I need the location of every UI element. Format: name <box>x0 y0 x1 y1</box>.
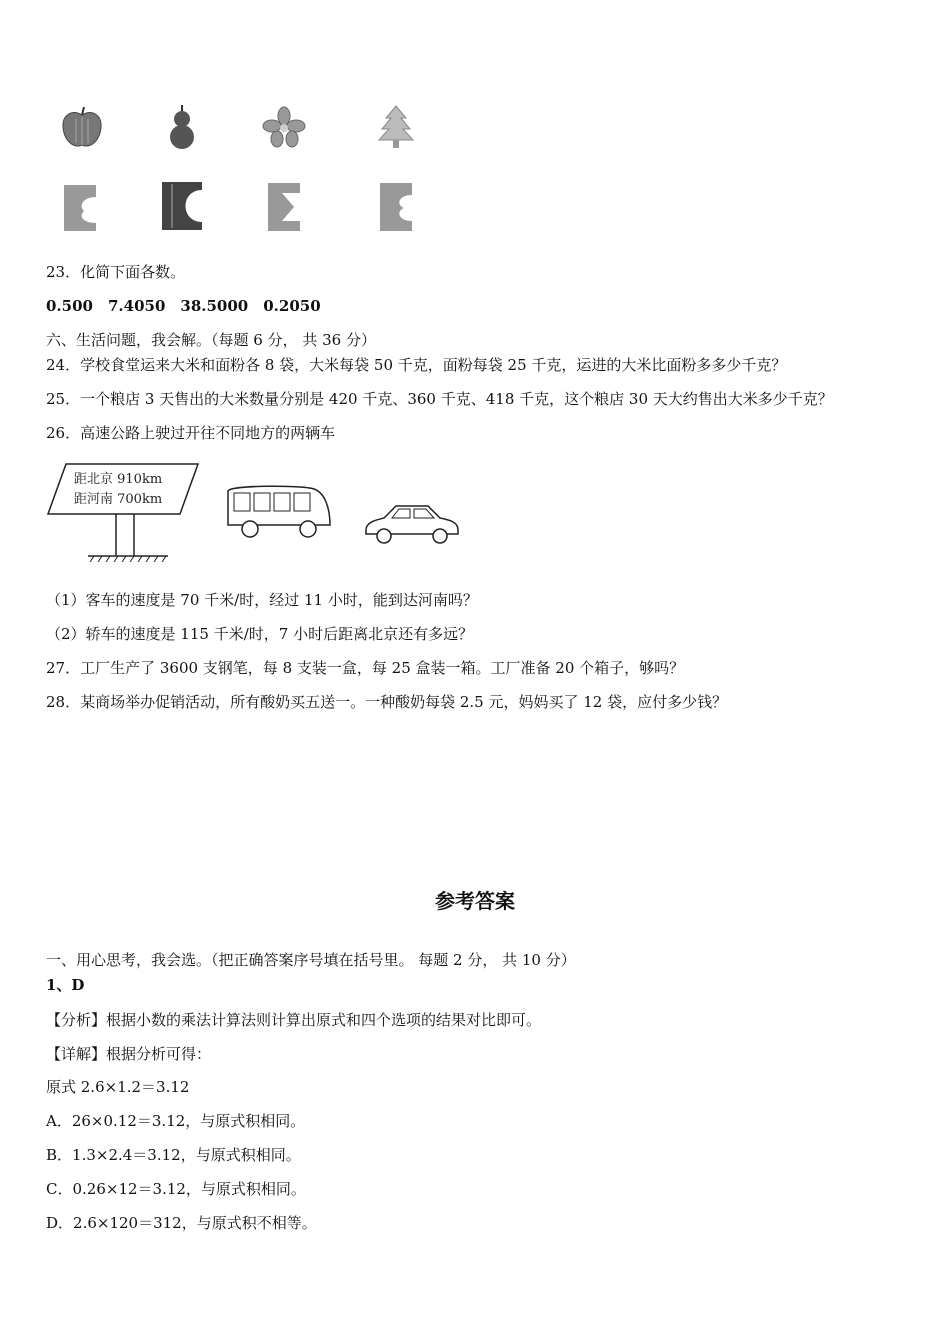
question-24: 24．学校食堂运来大米和面粉各 8 袋，大米每袋 50 千克，面粉每袋 25 千克，运进的大米比面粉多多少千克？ <box>46 356 787 374</box>
cutout-card-4-icon <box>378 181 414 233</box>
tree-shape-icon <box>376 104 416 150</box>
sign-line-2: 距河南 700km <box>74 492 163 507</box>
original-expression: 原式 2.6×1.2＝3.12 <box>46 1078 190 1096</box>
detail-text: 【详解】根据分析可得： <box>46 1045 212 1063</box>
question-26: 26．高速公路上驶过开往不同地方的两辆车 <box>46 424 336 442</box>
cutout-card-1-icon <box>62 183 100 233</box>
apple-shape-icon <box>58 105 106 151</box>
question-26-1: （1）客车的速度是 70 千米/时，经过 11 小时，能到达河南吗？ <box>46 591 478 609</box>
road-sign <box>46 460 206 562</box>
option-a: A．26×0.12＝3.12，与原式积相同。 <box>46 1112 306 1130</box>
question-23: 23．化简下面各数。 <box>46 263 186 281</box>
analysis-text: 【分析】根据小数的乘法计算法则计算出原式和四个选项的结果对比即可。 <box>46 1011 542 1029</box>
option-d: D．2.6×120＝312，与原式积不相等。 <box>46 1214 317 1232</box>
answer-section-1: 一、用心思考，我会选。（把正确答案序号填在括号里。 每题 2 分， 共 10 分） <box>46 951 576 969</box>
option-b: B．1.3×2.4＝3.12，与原式积相同。 <box>46 1146 301 1164</box>
option-c: C．0.26×12＝3.12，与原式积相同。 <box>46 1180 306 1198</box>
cutout-card-3-icon <box>266 181 302 233</box>
car-icon <box>362 500 462 548</box>
bus-icon <box>222 483 334 543</box>
cutout-card-2-icon <box>160 180 204 232</box>
sign-line-1: 距北京 910km <box>74 472 163 487</box>
question-25: 25．一个粮店 3 天售出的大米数量分别是 420 千克、360 千克、418 千克，这个粮店 30 天大约售出大米多少千克？ <box>46 390 833 408</box>
gourd-shape-icon <box>162 103 202 151</box>
answer-1: 1、D <box>46 976 85 994</box>
question-23-numbers: 0.500 7.4050 38.5000 0.2050 <box>46 297 321 315</box>
flower-shape-icon <box>262 106 306 148</box>
answer-title: 参考答案 <box>435 889 515 913</box>
question-27: 27．工厂生产了 3600 支钢笔，每 8 支装一盒，每 25 盒装一箱。工厂准备 20 个箱子，够吗？ <box>46 659 685 677</box>
question-26-2: （2）轿车的速度是 115 千米/时，7 小时后距离北京还有多远？ <box>46 625 474 643</box>
section-6-heading: 六、生活问题，我会解。（每题 6 分， 共 36 分） <box>46 331 376 349</box>
question-28: 28．某商场举办促销活动，所有酸奶买五送一。一种酸奶每袋 2.5 元，妈妈买了 12 袋，应付多少钱？ <box>46 693 728 711</box>
